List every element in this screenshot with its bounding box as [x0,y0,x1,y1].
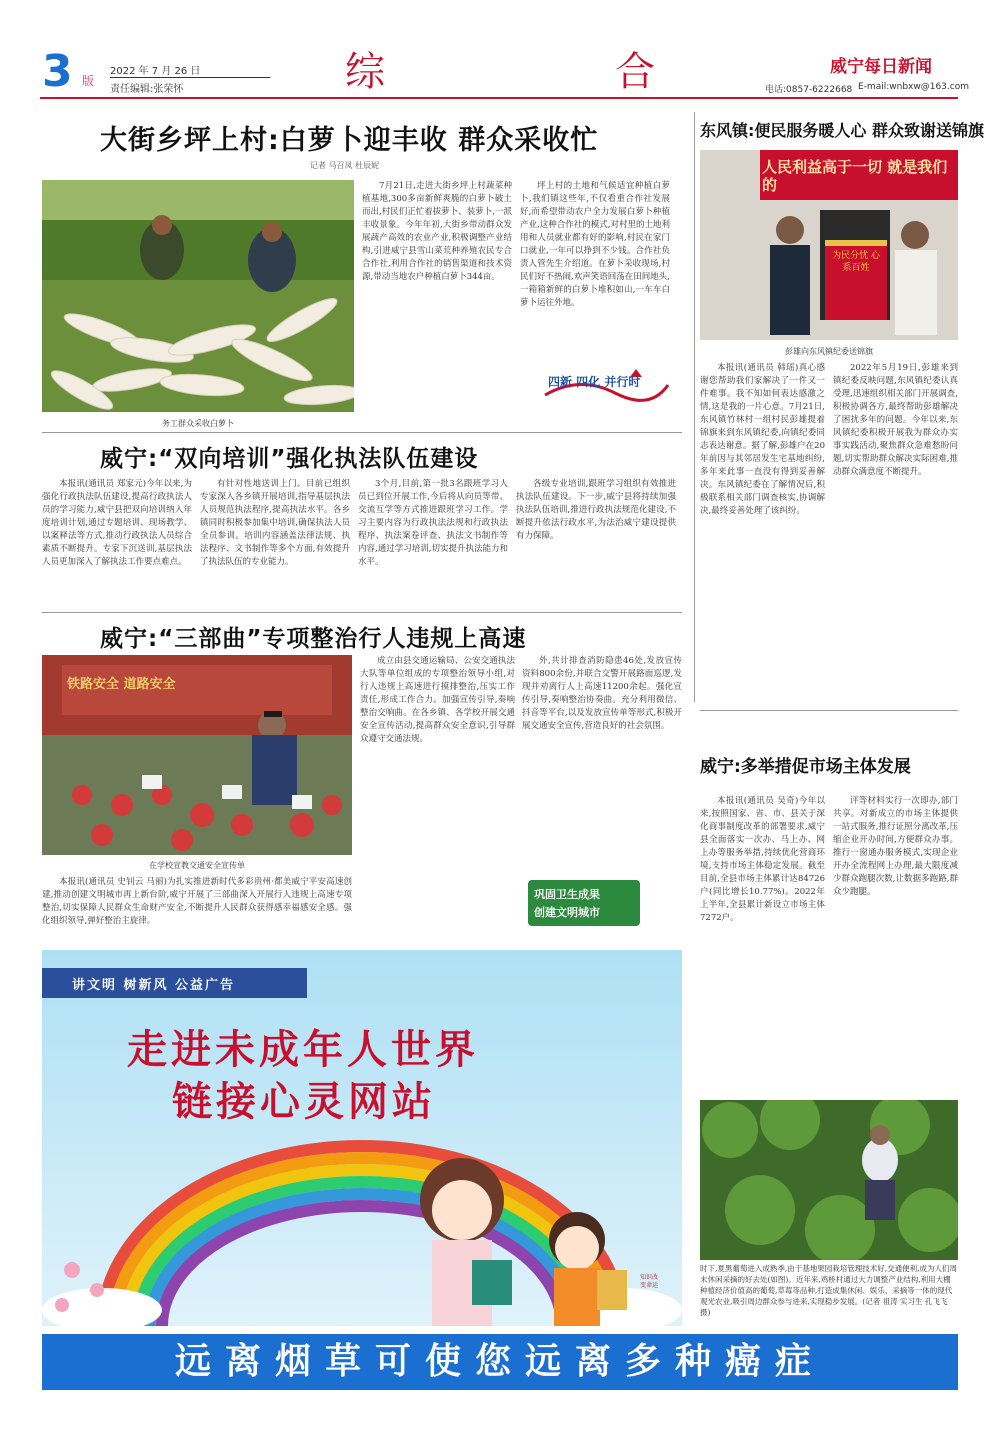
article4-col2: 成立由县交通运输局、公安交通执法大队等单位组成的专项整治领导小组,对行人违规上高速进行摸排整治,压实工作责任,形成工作合力。加强宣传引导,奏响整治交响曲。在各乡镇、各学校开展交通安全宣传活动,提高群众安全意识,引导群众遵守交通法规。 [360,656,515,744]
page-unit: 版 [82,74,95,88]
article2-wall-banner-text: 人民利益高于一切 就是我们的 [762,158,948,194]
article4-col1: 本报讯(通讯员 史钊云 马丽)为扎实推进新时代多彩贵州·都美威宁平安高速创建,推动创建文明城市再上新台阶,威宁开展了三部曲深入开展行人违规上高速专项整治,切实保障人民群众生命财产安全,不断提升人民群众获得感幸福感安全感。强化组织领导,弹好整治主旋律。 [42,877,352,926]
phone-number: 电话:0857-6222668 [765,85,853,95]
hygiene-banner [528,880,640,926]
footer-slogan-text: 远离烟草可使您远离多种癌症 [174,1341,825,1382]
page-number: 3 [42,46,73,97]
article1-photo [42,180,354,412]
article5-photo [700,1100,958,1260]
ad-title-line2: 链接心灵网站 [172,1079,436,1125]
article4-photo [42,655,352,855]
article2-headline: 东风镇:便民服务暖人心 群众致谢送锦旗 [700,121,984,140]
section-title-left: 综 [345,49,385,95]
article3-col1: 本报讯(通讯员 郑家元)今年以来,为强化行政执法队伍建设,提高行政执法人员的学习能力,威宁县把双向培训纳入年度培训计划,通过专题培训、现场教学、以案释法等方式,推动行政执法人员综合素质不断提升。专家下沉送训,基层执法人员更加深入了解执法工作要点难点。 [42,479,192,567]
article2-pennant-text: 为民分忧 心系百姓 [832,251,880,273]
article2-photo [700,150,958,340]
hygiene-banner-line1: 巩固卫生成果 [534,888,600,901]
article5-col1: 本报讯(通讯员 吴奇)今年以来,按照国家、省、市、县关于深化商事制度改革的部署要求,威宁县全面落实一次办、马上办、网上办等服务举措,持续优化营商环境,支持市场主体稳定发展。截至目前,全县市场主体累计达84726户(同比增长10.77%)。2022年上半年,全县累计新设立市场主体7272户。 [700,796,825,923]
article3-col3: 3个月,目前,第一批3名跟班学习人员已到位开展工作,今后将从向员等带、交流互学等方式推进跟班学习工作。学习主要内容为行政执法法规和行政执法程序、执法案卷评查、执法文书制作等内容,通过学习培训,切实提升执法能力和水平。 [358,479,508,567]
article1-photo-caption: 务工群众采收白萝卜 [162,419,234,428]
editor-name: 责任编辑:张荣怀 [110,84,184,95]
article1-col2: 坪上村的土地和气候适宜种植白萝卜,我们镇这些年,不仅看重合作社发展好,而希望带动农户全力发展白萝卜种植产业,这种合作社的模式,对村里的土地利用和人员就业都有好的影响,村民在家门口就业,一年可以挣到不少钱。合作社负责人管先生介绍道。在萝卜采收现场,村民们好不热闹,欢声笑语回荡在田间地头,一箱箱新鲜的白萝卜堆积如山,一车车白萝卜运往外地。 [520,181,670,308]
article1-col1: 7月21日,走进大街乡坪上村蔬菜种植基地,300多亩新鲜爽脆的白萝卜破土而出,村民们正忙着拔萝卜、装萝卜,一派丰收景象。今年年初,大街乡带动群众发展蔬产高效的农业产业,积极调整产业结构,引进威宁县雪山菜荒种养殖农民专合合作社,利用合作社的销售渠道和技术资源,带动当地农户种植白萝卜344亩。 [362,181,512,282]
article2-col1: 本报讯(通讯员 韩瑶)真心感谢您帮助我们家解决了一件又一件难事。我不知如何表达感激之情,这是我的一片心意。7月21日,东风镇竹林村一组村民彭雄提着锦旗来到东风镇纪委,向镇纪委同志表达谢意。据了解,彭雄户在20年前因与其邻居发生宅基地纠纷,多年来此事一直没有得到妥善解决。东风镇纪委在了解情况后,积极联系相关部门调查核实,协调解决,最终妥善处理了该纠纷。 [700,363,825,516]
ad-label: 讲文明 树新风 公益广告 [72,978,236,993]
issue-date: 2022 年 7 月 26 日 [110,66,201,77]
article4-col3: 外,共计排查消防隐患46处,发放宣传资料800余份,并联合交警开展路面巡逻,发现并劝离行人上高速11200余起。强化宣传引导,奏响整治协奏曲。充分利用微信、抖音等平台,以及发放宣传单等形式,积极开展交通安全宣传,营造良好的社会氛围。 [522,656,682,731]
article4-photo-caption: 在学校宣教交通安全宣传单 [149,861,245,870]
article2-photo-caption: 彭雄向东风镇纪委送锦旗 [785,347,873,356]
hygiene-banner-line2: 创建文明城市 [534,906,600,919]
ad-title-line1: 走进未成年人世界 [127,1027,479,1073]
footer-slogan-bar [42,1334,958,1390]
article3-headline: 威宁:“双向培训”强化执法队伍建设 [100,446,479,472]
article3-col4: 各级专业培训,跟班学习组织有效推进执法队伍建设。下一步,威宁县将持续加强执法队伍培训,推进行政执法规范化建设,不断提升依法行政水平,为法治威宁建设提供有力保障。 [516,479,676,541]
section-title-right: 合 [615,49,655,95]
paper-name: 威宁每日新闻 [830,57,932,77]
article5-col2: 评等材料实行一次即办,部门共享。对新成立的市场主体提供一站式服务,推行证照分离改革,压缩企业开办时间,方便群众办事。推行一窗通办服务模式,实现企业开办全流程网上办理,最大限度减少群众跑腿次数,让数据多跑路,群众少跑腿。 [833,796,958,897]
article5-photo-caption: 时下,夏黑葡萄进入成熟季,由于基地果园栽培管理技术好,交通便利,成为人们周末休闲采摘的好去处(如图)。近年来,鸡桥村通过大力调整产业结构,利用大棚种植经济价值高的葡萄,草莓等品种,打造成集休闲、娱乐、采摘等一体的现代观光农业,吸引周边群众参与进来,实现稳步发展。(记者 祖涛 实习生 孔飞飞 摄) [700,1264,958,1317]
header-rule [40,97,958,99]
article5-headline: 威宁:多举措促市场主体发展 [700,757,911,777]
article2-col2: 2022年5月19日,彭雄来到镇纪委反映问题,东风镇纪委认真受理,迅速组织相关部门开展调查,积极协调各方,最终帮助彭雄解决了困扰多年的问题。今年以来,东风镇纪委积极开展我为群众办实事实践活动,聚焦群众急难愁盼问题,切实帮助群众解决实际困难,推动群众满意度不断提升。 [833,363,958,477]
article3-col2: 有针对性地送训上门。目前已组织专家深入各乡镇开展培训,指导基层执法人员规范执法程序,提高执法水平。各乡镇同时积极参加集中培训,确保执法人员全员参训。培训内容涵盖法律法规、执法程序、文书制作等多个方面,有效提升了执法队伍的专业能力。 [200,479,350,567]
ad-book-text: 知识改变命运 [640,1274,659,1289]
four-new-banner-text: 四新 四化 并行时 [548,375,641,389]
four-new-banner [540,365,670,410]
article4-headline: 威宁:“三部曲”专项整治行人违规上高速 [100,626,527,652]
article4-photo-wall-text: 铁路安全 道路安全 [67,677,176,692]
public-service-ad [42,950,682,1326]
article1-byline: 记者 马召凤 杜辰妮 [310,161,380,170]
email-address: E-mail:wnbxw@163.com [858,82,969,92]
article1-headline: 大街乡坪上村:白萝卜迎丰收 群众采收忙 [100,125,599,156]
